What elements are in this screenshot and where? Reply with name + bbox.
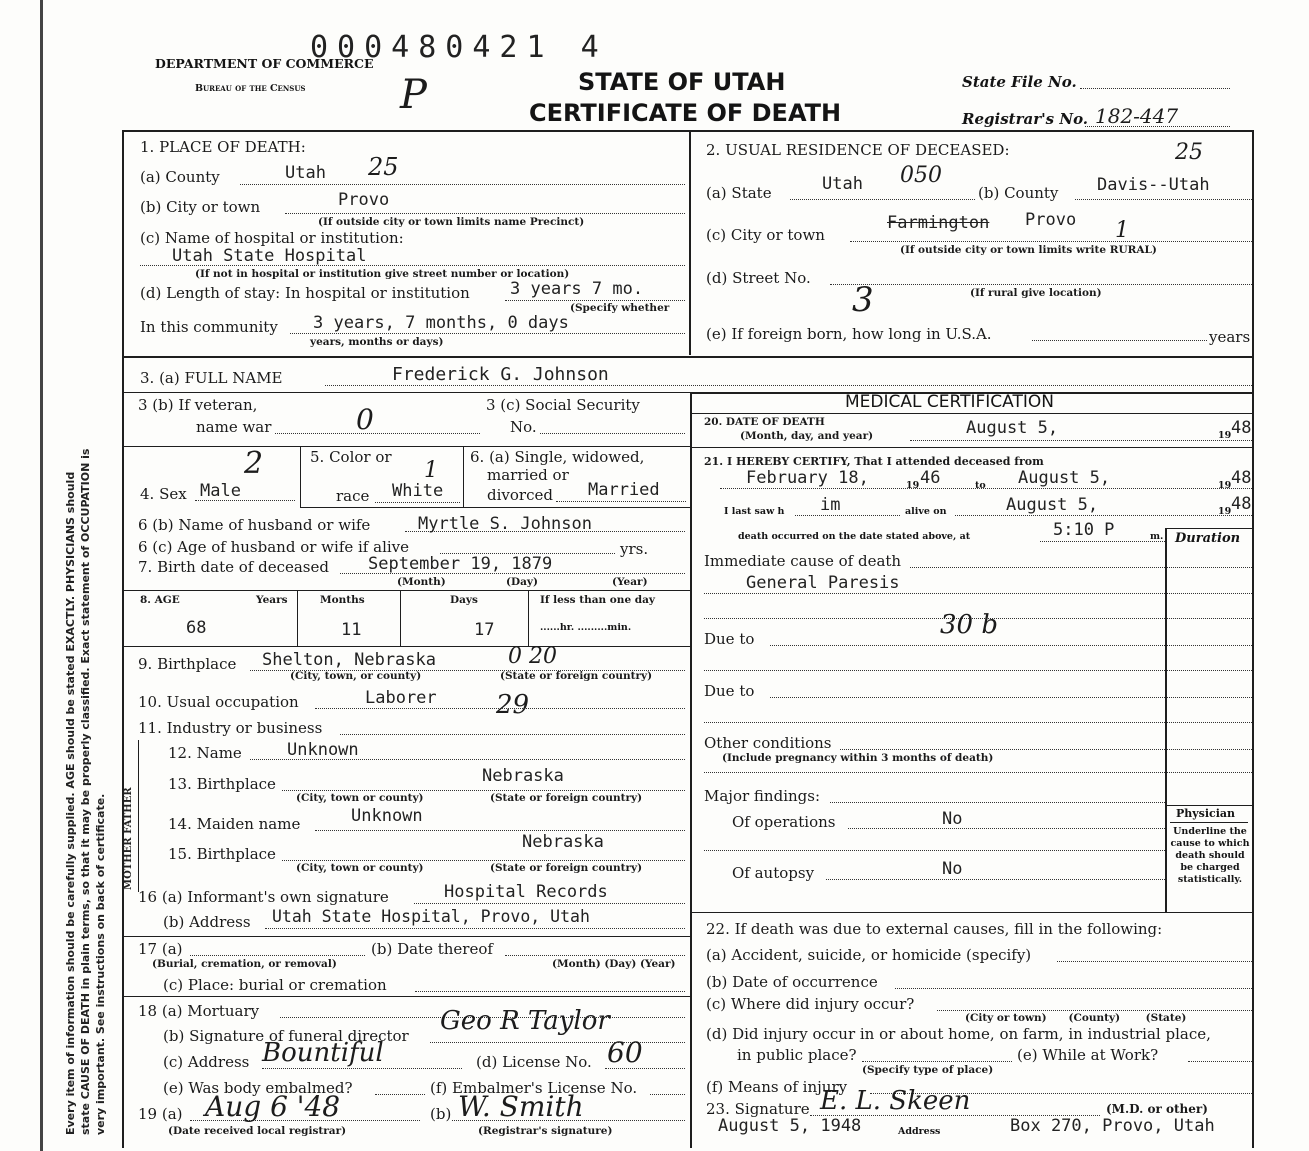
city-label: (b) City or town — [140, 198, 261, 216]
immediate-label: Immediate cause of death — [704, 552, 902, 570]
external-c-label: (c) Where did injury occur? — [706, 995, 915, 1013]
alive-label: alive on — [905, 506, 947, 517]
occupation-value: Laborer — [365, 688, 437, 708]
res-state-label: (a) State — [706, 184, 772, 202]
certificate-title: CERTIFICATE OF DEATH — [529, 99, 842, 127]
margin-note-1: Every item of information should be carefully supplied. AGE should be stated EXACTLY. PHYSICIANS should — [64, 471, 77, 1135]
birthplace-code: 0 20 — [508, 644, 557, 669]
medical-heading: MEDICAL CERTIFICATION — [845, 392, 1054, 412]
signature-label: 23. Signature — [706, 1100, 810, 1118]
res-state-value: Utah — [822, 174, 863, 194]
res-city-note: (If outside city or town limits write RURAL) — [900, 244, 1157, 256]
alive-year-prefix: 19 — [1218, 506, 1232, 517]
ops-value: No — [942, 809, 963, 829]
birthplace-value: Shelton, Nebraska — [262, 650, 436, 670]
address-value: Utah State Hospital, Provo, Utah — [272, 907, 590, 926]
due-to-2: Due to — [704, 682, 755, 700]
color-label-2: race — [336, 487, 370, 505]
stay-value: 3 years 7 mo. — [510, 279, 644, 299]
dod-year: 48 — [1231, 418, 1252, 438]
res-street-mark: 3 — [852, 280, 874, 320]
burial-label-date: (b) Date thereof — [371, 940, 493, 958]
director-label: (b) Signature of funeral director — [163, 1027, 409, 1045]
community-note: years, months or days) — [310, 336, 444, 348]
sex-label: 4. Sex — [140, 485, 187, 503]
serial-number: 000480421 4 — [310, 30, 608, 65]
months-label: Months — [320, 594, 365, 606]
marital-value: Married — [588, 480, 660, 500]
registrar-value: 182-447 — [1095, 104, 1179, 128]
director-signature: Geo R Taylor — [440, 1006, 610, 1036]
birthplace-label: 9. Birthplace — [138, 655, 237, 673]
scan-edge — [40, 0, 43, 1151]
ssn-label-1: 3 (c) Social Security — [486, 396, 640, 414]
received-label: 19 (a) — [138, 1105, 183, 1123]
color-code: 1 — [424, 458, 438, 483]
spouse-value: Myrtle S. Johnson — [418, 514, 592, 534]
color-label-1: 5. Color or — [310, 448, 392, 466]
spouse-label: 6 (b) Name of husband or wife — [138, 516, 371, 534]
father-name-value: Unknown — [287, 740, 359, 760]
received-sub: (Date received local registrar) — [168, 1125, 347, 1137]
death-time-suffix: m. — [1150, 531, 1164, 542]
to-label: to — [975, 480, 986, 491]
res-city-label: (c) City or town — [706, 226, 825, 244]
autopsy-value: No — [942, 859, 963, 879]
major-label: Major findings: — [704, 787, 821, 805]
from-year-prefix: 19 — [906, 480, 920, 491]
color-value: White — [392, 481, 444, 501]
embalmer-label: (f) Embalmer's License No. — [430, 1079, 638, 1097]
lt-day-label: If less than one day — [540, 594, 656, 606]
father-bp-label: 13. Birthplace — [168, 775, 276, 793]
mother-maiden-value: Unknown — [351, 806, 423, 826]
dod-label-2: (Month, day, and year) — [740, 430, 874, 442]
dod-value: August 5, — [966, 418, 1059, 438]
mother-bp-label: 15. Birthplace — [168, 845, 276, 863]
res-foreign-suffix: years — [1209, 328, 1251, 346]
margin-note-2: state CAUSE OF DEATH in plain terms, so that it may be properly classified. Exact statement of OCCUPATION is — [79, 448, 92, 1135]
external-b-label: (b) Date of occurrence — [706, 973, 878, 991]
res-county-value: Davis--Utah — [1097, 175, 1210, 195]
res-city-struck: Farmington — [887, 213, 990, 233]
mother-maiden-label: 14. Maiden name — [168, 815, 301, 833]
age-years: 68 — [186, 618, 207, 638]
burial-sub: (Burial, cremation, or removal) — [152, 958, 337, 970]
community-value: 3 years, 7 months, 0 days — [313, 313, 569, 333]
stay-note: (Specify whether — [570, 302, 670, 314]
bureau: Bureau of the Census — [195, 83, 306, 94]
veteran-label-1: 3 (b) If veteran, — [138, 396, 258, 414]
hrmin: ......hr. .........min. — [540, 622, 632, 633]
city-note: (If outside city or town limits name Precinct) — [318, 216, 585, 228]
sex-code: 2 — [244, 446, 264, 481]
stay-label: (d) Length of stay: In hospital or institution — [140, 284, 470, 302]
registrar-sig-label: (b) — [430, 1105, 452, 1123]
birth-sub-day: (Day) — [506, 576, 538, 588]
cause-code: 30 b — [940, 610, 998, 640]
father-name-label: 12. Name — [168, 744, 242, 762]
attended-to: August 5, — [1018, 468, 1111, 488]
res-state-code: 050 — [900, 163, 942, 188]
other-label: Other conditions — [704, 734, 832, 752]
county-code: 25 — [368, 153, 399, 181]
signed-address-label: Address — [898, 1126, 941, 1137]
department: DEPARTMENT OF COMMERCE — [155, 56, 374, 71]
burial-place-label: (c) Place: burial or cremation — [163, 976, 387, 994]
marital-label-2: married or — [487, 466, 569, 484]
ops-label: Of operations — [732, 813, 836, 831]
alive-year: 48 — [1231, 494, 1252, 514]
to-year-prefix: 19 — [1218, 480, 1232, 491]
external-a-label: (a) Accident, suicide, or homicide (specify) — [706, 946, 1032, 964]
embalmed-label: (e) Was body embalmed? — [163, 1079, 353, 1097]
burial-label-a: 17 (a) — [138, 940, 183, 958]
city-value: Provo — [338, 190, 390, 210]
physician-head: Physician — [1176, 807, 1236, 820]
mother-bp-value: Nebraska — [522, 832, 604, 852]
hospital-note: (If not in hospital or institution give street number or location) — [195, 268, 570, 280]
external-c-sub: (City or town) (County) (State) — [965, 1012, 1187, 1024]
last-saw-label: I last saw h — [724, 506, 785, 517]
days-label: Days — [450, 594, 478, 606]
county-value: Utah — [285, 163, 326, 183]
address-label: (b) Address — [163, 913, 251, 931]
res-street-label: (d) Street No. — [706, 269, 811, 287]
informant-value: Hospital Records — [444, 882, 608, 902]
external-d-sub: (Specify type of place) — [862, 1064, 994, 1076]
signed-date: August 5, 1948 — [718, 1116, 862, 1136]
autopsy-label: Of autopsy — [732, 864, 815, 882]
age-days: 17 — [474, 620, 495, 640]
registrar-signature: W. Smith — [458, 1090, 584, 1123]
alive-value: August 5, — [1006, 495, 1099, 515]
place-of-death-heading: 1. PLACE OF DEATH: — [140, 138, 306, 156]
last-saw-value: im — [820, 495, 841, 515]
res-county-label: (b) County — [978, 184, 1059, 202]
death-time: 5:10 P — [1053, 520, 1115, 540]
physician-signature: E. L. Skeen — [820, 1086, 971, 1116]
death-occ-label: death occurred on the date stated above, at — [738, 531, 971, 542]
full-name-label: 3. (a) FULL NAME — [140, 369, 283, 387]
marital-label-3: divorced — [487, 486, 553, 504]
due-to-1: Due to — [704, 630, 755, 648]
birth-sub-month: (Month) — [397, 576, 446, 588]
registrar-label: Registrar's No. — [962, 110, 1089, 128]
county-label: (a) County — [140, 168, 220, 186]
age-months: 11 — [341, 620, 362, 640]
attended-from: February 18, — [746, 468, 869, 488]
community-label: In this community — [140, 318, 278, 336]
father-bp-value: Nebraska — [482, 766, 564, 786]
industry-label: 11. Industry or business — [138, 719, 323, 737]
hospital-value: Utah State Hospital — [172, 246, 367, 266]
res-street-note: (If rural give location) — [970, 287, 1102, 299]
from-year: 46 — [920, 468, 941, 488]
mortuary-label: 18 (a) Mortuary — [138, 1002, 260, 1020]
birthplace-sub-city: (City, town, or county) — [290, 670, 422, 682]
ssn-label-2: No. — [510, 418, 537, 436]
res-city-value: Provo — [1025, 210, 1077, 230]
informant-label: 16 (a) Informant's own signature — [138, 888, 389, 906]
birth-value: September 19, 1879 — [368, 554, 553, 574]
other-sub: (Include pregnancy within 3 months of death) — [722, 752, 994, 764]
external-d-label-1: (d) Did injury occur in or about home, on farm, in industrial place, — [706, 1025, 1211, 1043]
occupation-code: 29 — [496, 690, 530, 720]
burial-date-sub: (Month) (Day) (Year) — [552, 958, 676, 970]
residence-code-top: 25 — [1175, 140, 1203, 165]
mother-bp-sub-city: (City, town or county) — [296, 862, 424, 874]
external-f-label: (f) Means of injury — [706, 1078, 848, 1096]
received-value: Aug 6 '48 — [205, 1090, 341, 1123]
mort-address-label: (c) Address — [163, 1053, 250, 1071]
external-e-label: (e) While at Work? — [1017, 1046, 1159, 1064]
birth-sub-year: (Year) — [612, 576, 648, 588]
license-label: (d) License No. — [476, 1053, 592, 1071]
registrar-sub: (Registrar's signature) — [478, 1125, 613, 1137]
sex-value: Male — [200, 481, 241, 501]
occupation-label: 10. Usual occupation — [138, 693, 299, 711]
residence-heading: 2. USUAL RESIDENCE OF DECEASED: — [706, 141, 1010, 159]
license-value: 60 — [607, 1036, 643, 1069]
to-year: 48 — [1231, 468, 1252, 488]
birthplace-sub-state: (State or foreign country) — [500, 670, 653, 682]
immediate-value: General Paresis — [746, 573, 900, 593]
father-bp-sub-state: (State or foreign country) — [490, 792, 643, 804]
external-heading: 22. If death was due to external causes, fill in the following: — [706, 920, 1163, 938]
parents-side-label: MOTHER FATHER — [123, 787, 134, 890]
marital-label-1: 6. (a) Single, widowed, — [470, 448, 645, 466]
state-file-label: State File No. — [962, 73, 1077, 91]
birth-label: 7. Birth date of deceased — [138, 558, 329, 576]
external-d-label-2: in public place? — [737, 1046, 857, 1064]
mother-bp-sub-state: (State or foreign country) — [490, 862, 643, 874]
age-label: 8. AGE — [140, 594, 180, 606]
certify-label: 21. I HEREBY CERTIFY, That I attended deceased from — [704, 455, 1044, 468]
veteran-label-2: name war — [196, 418, 272, 436]
res-foreign-label: (e) If foreign born, how long in U.S.A. — [706, 325, 992, 343]
physician-note: Underline the cause to which death should be charged statistically. — [1170, 826, 1250, 885]
veteran-mark: 0 — [356, 403, 374, 436]
duration-label: Duration — [1175, 531, 1241, 546]
spouse-age-label: 6 (c) Age of husband or wife if alive — [138, 538, 410, 556]
signature-suffix: (M.D. or other) — [1106, 1102, 1208, 1116]
margin-note-3: very important. See instructions on back of certificate. — [94, 793, 107, 1135]
dod-label-1: 20. DATE OF DEATH — [704, 416, 825, 428]
res-city-mark: 1 — [1115, 218, 1129, 243]
hospital-label: (c) Name of hospital or institution: — [140, 229, 404, 247]
mort-address-value: Bountiful — [262, 1038, 384, 1068]
state-title: STATE OF UTAH — [578, 68, 786, 96]
dod-year-prefix: 19 — [1218, 430, 1232, 441]
signed-address: Box 270, Provo, Utah — [1010, 1116, 1215, 1136]
mark-p: P — [400, 72, 427, 118]
spouse-age-suffix: yrs. — [620, 540, 649, 558]
years-label: Years — [256, 594, 288, 606]
full-name-value: Frederick G. Johnson — [392, 364, 609, 385]
father-bp-sub-city: (City, town or county) — [296, 792, 424, 804]
